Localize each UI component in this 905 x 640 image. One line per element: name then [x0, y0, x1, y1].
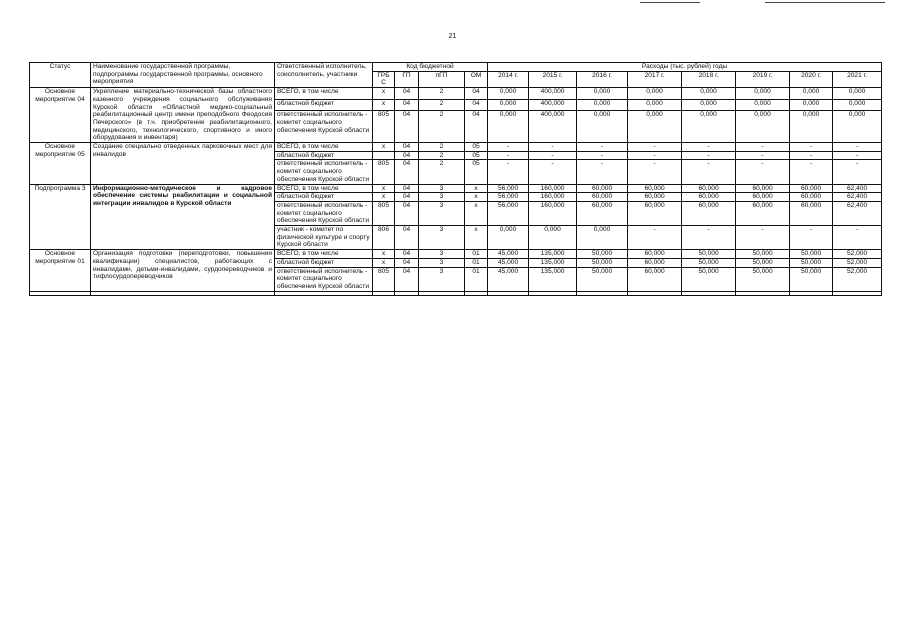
row-value: 50,000 [577, 267, 628, 291]
row-value: 0,000 [577, 88, 628, 100]
name-header: Наименование государственной программы, подпрограммы государственной программы, основного мероприятия [91, 63, 275, 88]
row-code-pgp: 2 [419, 111, 465, 143]
row-value: 50,000 [577, 258, 628, 267]
row-value: 60,000 [682, 193, 736, 202]
row-value: 50,000 [682, 267, 736, 291]
row-value: 56,000 [488, 184, 529, 193]
spacer-cell [833, 291, 882, 295]
budget-table [29, 62, 882, 296]
row-code-grbs: 806 [373, 226, 395, 250]
row-code-om: 04 [465, 111, 488, 143]
code-header-om: ОМ [465, 71, 488, 87]
row-executor: областной бюджет [275, 151, 373, 160]
row-code-grbs: 805 [373, 160, 395, 184]
row-code-gp: 04 [395, 160, 419, 184]
row-code-grbs: x [373, 143, 395, 152]
row-code-pgp: 3 [419, 193, 465, 202]
row-code-gp: 04 [395, 226, 419, 250]
row-name: Информационно-методическое и кадровое обеспечение системы реабилитации и социальной интеграции инвалидов в Курской области [91, 184, 275, 250]
row-value: - [529, 143, 577, 152]
row-value: 52,000 [833, 258, 882, 267]
row-executor: ответственный исполнитель - комитет социального обеспечения Курской области [275, 267, 373, 291]
row-value: 62,400 [833, 193, 882, 202]
row-value: 0,000 [736, 99, 790, 111]
row-value: - [488, 160, 529, 184]
row-code-om: 01 [465, 250, 488, 259]
table-row [30, 143, 882, 152]
code-header-gp: ГП [395, 71, 419, 87]
top-rule-left [640, 2, 700, 3]
row-value: - [577, 151, 628, 160]
row-code-pgp: 3 [419, 250, 465, 259]
row-code-grbs: x [373, 258, 395, 267]
row-code-pgp: 2 [419, 88, 465, 100]
row-value: 160,000 [529, 193, 577, 202]
row-value: 160,000 [529, 201, 577, 225]
row-value: 60,000 [682, 184, 736, 193]
row-value: 50,000 [790, 258, 833, 267]
row-value: 400,000 [529, 99, 577, 111]
row-value: - [628, 143, 682, 152]
row-value: - [682, 160, 736, 184]
row-value: - [577, 143, 628, 152]
row-code-om: x [465, 193, 488, 202]
row-value: 400,000 [529, 88, 577, 100]
row-code-pgp: 2 [419, 160, 465, 184]
row-value: - [736, 226, 790, 250]
row-executor: ВСЕГО, в том числе [275, 143, 373, 152]
row-code-gp: 04 [395, 184, 419, 193]
executor-header: Ответственный исполнитель, соисполнитель, участники [275, 63, 373, 88]
row-value: - [682, 226, 736, 250]
row-code-gp: 04 [395, 99, 419, 111]
row-code-gp: 04 [395, 267, 419, 291]
row-code-pgp: 3 [419, 184, 465, 193]
row-executor: ВСЕГО, в том числе [275, 88, 373, 100]
row-code-grbs: x [373, 99, 395, 111]
row-value: 52,000 [833, 267, 882, 291]
row-value: 52,000 [833, 250, 882, 259]
row-value: - [833, 143, 882, 152]
row-code-om: 01 [465, 267, 488, 291]
row-value: 160,000 [529, 184, 577, 193]
row-value: 60,000 [628, 258, 682, 267]
row-value: 60,000 [628, 193, 682, 202]
spacer-cell [529, 291, 577, 295]
row-code-gp: 04 [395, 88, 419, 100]
row-value: 50,000 [736, 267, 790, 291]
row-value: 56,000 [488, 193, 529, 202]
row-value: 135,000 [529, 250, 577, 259]
status-header: Статус [30, 63, 91, 88]
row-code-gp: 04 [395, 193, 419, 202]
year-header: 2017 г. [628, 71, 682, 87]
spacer-cell [30, 291, 91, 295]
row-value: - [833, 151, 882, 160]
row-code-pgp: 3 [419, 258, 465, 267]
row-value: 60,000 [577, 201, 628, 225]
row-executor: ответственный исполнитель - комитет социального обеспечения Курской области [275, 160, 373, 184]
row-value: 0,000 [628, 88, 682, 100]
row-code-gp: 04 [395, 151, 419, 160]
row-value: - [529, 160, 577, 184]
row-value: - [529, 151, 577, 160]
row-code-grbs: 805 [373, 201, 395, 225]
row-code-grbs: x [373, 184, 395, 193]
row-value: - [790, 143, 833, 152]
row-code-grbs [373, 151, 395, 160]
year-header: 2019 г. [736, 71, 790, 87]
row-code-pgp: 2 [419, 99, 465, 111]
row-value: 45,000 [488, 258, 529, 267]
row-value: - [682, 143, 736, 152]
row-value: 0,000 [833, 111, 882, 143]
table-row [30, 184, 882, 193]
row-value: 0,000 [833, 88, 882, 100]
row-value: 135,000 [529, 258, 577, 267]
row-code-om: 04 [465, 88, 488, 100]
row-value: 60,000 [736, 184, 790, 193]
row-value: - [790, 160, 833, 184]
row-value: 0,000 [682, 88, 736, 100]
row-value: 135,000 [529, 267, 577, 291]
row-name: Создание специально отведенных парковочных мест для инвалидов [91, 143, 275, 185]
row-value: 0,000 [833, 99, 882, 111]
row-executor: ВСЕГО, в том числе [275, 250, 373, 259]
row-value: 0,000 [488, 111, 529, 143]
row-value: - [577, 160, 628, 184]
row-value: 62,400 [833, 184, 882, 193]
row-code-om: 05 [465, 160, 488, 184]
spacer-cell [628, 291, 682, 295]
row-value: 50,000 [790, 267, 833, 291]
row-code-grbs: x [373, 88, 395, 100]
row-value: - [488, 143, 529, 152]
row-value: 45,000 [488, 250, 529, 259]
spacer-cell [682, 291, 736, 295]
row-value: - [628, 226, 682, 250]
row-value: 60,000 [628, 250, 682, 259]
row-executor: ответственный исполнитель - комитет социального обеспечения Курской области [275, 201, 373, 225]
row-value: 60,000 [790, 193, 833, 202]
row-value: - [790, 151, 833, 160]
row-value: 0,000 [790, 111, 833, 143]
row-value: 0,000 [736, 88, 790, 100]
row-status: Подпрограмма 3 [30, 184, 91, 250]
row-code-om: 01 [465, 258, 488, 267]
row-value: 0,000 [577, 111, 628, 143]
row-value: 60,000 [577, 184, 628, 193]
row-value: 0,000 [529, 226, 577, 250]
row-code-gp: 04 [395, 143, 419, 152]
top-rule-right [765, 2, 885, 3]
spacer-cell [373, 291, 395, 295]
row-code-gp: 04 [395, 201, 419, 225]
spacer-cell [419, 291, 465, 295]
row-value: 0,000 [628, 99, 682, 111]
spacer-cell [395, 291, 419, 295]
row-value: 60,000 [736, 193, 790, 202]
row-value: - [736, 151, 790, 160]
table-row [30, 250, 882, 259]
spacer-cell [577, 291, 628, 295]
row-executor: областной бюджет [275, 193, 373, 202]
row-value: 60,000 [628, 201, 682, 225]
spacer-cell [465, 291, 488, 295]
row-value: 50,000 [790, 250, 833, 259]
spacer-cell [790, 291, 833, 295]
row-value: - [736, 160, 790, 184]
year-header: 2018 г. [682, 71, 736, 87]
year-header: 2021 г. [833, 71, 882, 87]
row-value: - [488, 151, 529, 160]
row-value: - [736, 143, 790, 152]
row-code-om: 05 [465, 143, 488, 152]
row-code-gp: 04 [395, 111, 419, 143]
row-value: 60,000 [682, 201, 736, 225]
expenses-header: Расходы (тыс. рублей) годы [488, 63, 882, 72]
spacer-cell [91, 291, 275, 295]
row-code-pgp: 2 [419, 143, 465, 152]
year-header: 2015 г. [529, 71, 577, 87]
spacer-cell [488, 291, 529, 295]
row-code-pgp: 2 [419, 151, 465, 160]
row-value: - [833, 226, 882, 250]
row-value: 0,000 [682, 111, 736, 143]
row-value: 60,000 [628, 184, 682, 193]
row-status: Основное мероприятие 01 [30, 250, 91, 292]
row-value: 0,000 [488, 99, 529, 111]
row-value: 50,000 [682, 250, 736, 259]
row-value: 0,000 [577, 99, 628, 111]
row-value: 60,000 [577, 193, 628, 202]
row-value: 0,000 [488, 88, 529, 100]
code-header-grbs: ГРБ С [373, 71, 395, 87]
row-code-pgp: 3 [419, 267, 465, 291]
row-value: 0,000 [790, 88, 833, 100]
row-value: 50,000 [577, 250, 628, 259]
row-code-gp: 04 [395, 250, 419, 259]
row-status: Основное мероприятие 04 [30, 88, 91, 143]
row-code-om: x [465, 226, 488, 250]
row-code-om: 04 [465, 99, 488, 111]
row-value: 0,000 [682, 99, 736, 111]
row-value: 0,000 [488, 226, 529, 250]
row-value: 0,000 [628, 111, 682, 143]
budget-code-header: Код бюджетной [373, 63, 488, 72]
row-code-grbs: x [373, 250, 395, 259]
code-header-pgp: пГП [419, 71, 465, 87]
page-number: 21 [448, 33, 457, 40]
row-executor: областной бюджет [275, 258, 373, 267]
row-executor: областной бюджет [275, 99, 373, 111]
row-value: 0,000 [736, 111, 790, 143]
row-code-om: x [465, 184, 488, 193]
row-value: 0,000 [577, 226, 628, 250]
table-row [30, 88, 882, 100]
row-value: - [628, 160, 682, 184]
row-code-pgp: 3 [419, 226, 465, 250]
row-value: 45,000 [488, 267, 529, 291]
row-code-om: 05 [465, 151, 488, 160]
row-executor: ответственный исполнитель - комитет социального обеспечения Курской области [275, 111, 373, 143]
row-code-grbs: 805 [373, 267, 395, 291]
spacer-cell [736, 291, 790, 295]
row-value: - [628, 151, 682, 160]
spacer-row [30, 291, 882, 295]
row-value: 60,000 [628, 267, 682, 291]
row-value: 50,000 [736, 258, 790, 267]
row-code-om: x [465, 201, 488, 225]
row-value: 60,000 [790, 184, 833, 193]
row-code-pgp: 3 [419, 201, 465, 225]
row-code-grbs: x [373, 193, 395, 202]
row-value: 400,000 [529, 111, 577, 143]
year-header: 2020 г. [790, 71, 833, 87]
row-value: 0,000 [790, 99, 833, 111]
year-header: 2014 г. [488, 71, 529, 87]
row-value: 60,000 [790, 201, 833, 225]
row-code-gp: 04 [395, 258, 419, 267]
row-value: 56,000 [488, 201, 529, 225]
row-executor: участник - комитет по физической культуре и спорту Курской области [275, 226, 373, 250]
row-name: Укрепление материально-технической базы областного казенного учреждения социального обслуживания Курской области «Областной медико-социальный реабилитационный центр имени преподобного Феодосия Печерского» (в т.ч. приобретение реабилитационного, медицинского, технологического, спортивного и иного оборудования и инвентаря) [91, 88, 275, 143]
row-status: Основное мероприятие 05 [30, 143, 91, 185]
row-code-grbs: 805 [373, 111, 395, 143]
row-value: - [833, 160, 882, 184]
row-value: 50,000 [736, 250, 790, 259]
row-value: 60,000 [736, 201, 790, 225]
row-value: 62,400 [833, 201, 882, 225]
row-executor: ВСЕГО, в том числе [275, 184, 373, 193]
row-value: 50,000 [682, 258, 736, 267]
year-header: 2016 г. [577, 71, 628, 87]
row-value: - [682, 151, 736, 160]
header-row [30, 63, 882, 72]
row-value: - [790, 226, 833, 250]
spacer-cell [275, 291, 373, 295]
row-name: Организация подготовки (переподготовки, повышения квалификации) специалистов, работающих с инвалидами, детьми-инвалидами, сурдопереводчиков и тифлосурдопереводчиков [91, 250, 275, 292]
